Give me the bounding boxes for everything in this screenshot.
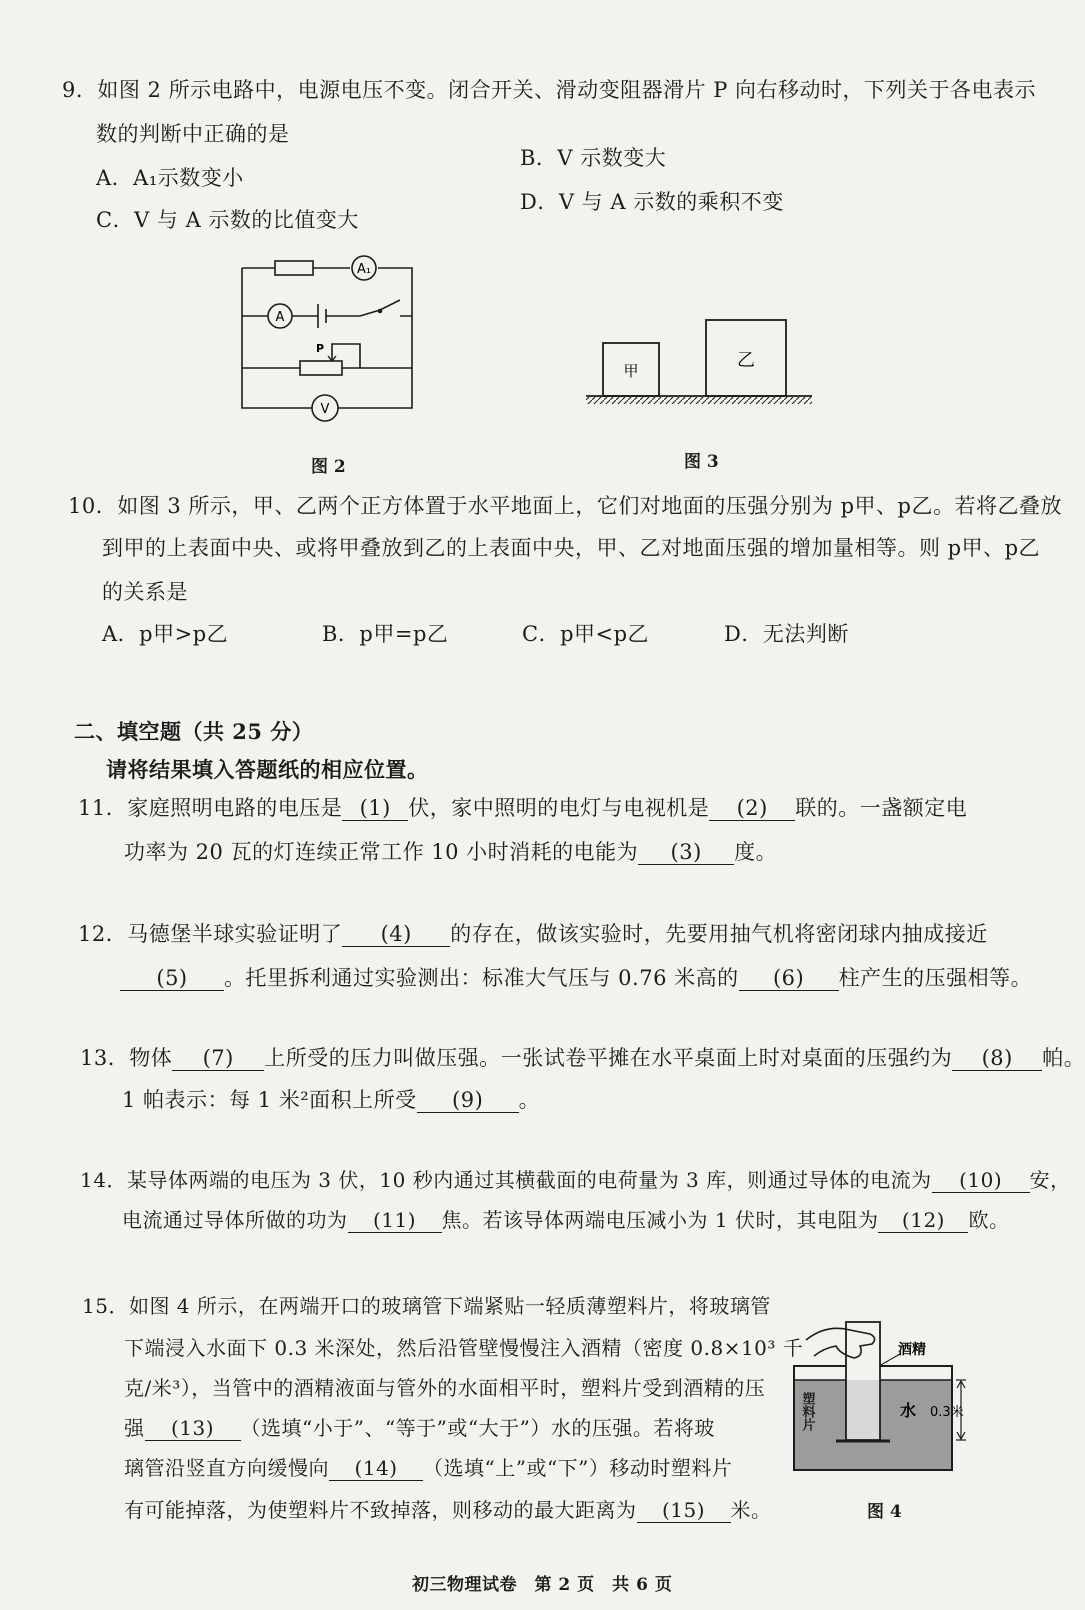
blank-11: (11) xyxy=(348,1208,442,1233)
ammeter-a-label: A xyxy=(275,310,285,325)
alcohol-label: 酒精 xyxy=(898,1342,926,1358)
section-2-instruction: 请将结果填入答题纸的相应位置。 xyxy=(106,757,429,782)
page-footer: 初三物理试卷 第 2 页 共 6 页 xyxy=(412,1575,673,1595)
q12-line1: 12．马德堡半球实验证明了 (4) 的存在，做该实验时，先要用抽气机将密闭球内抽成接近 xyxy=(78,922,988,946)
ammeter-a1-label: A₁ xyxy=(356,262,372,277)
figure-4-caption: 图 4 xyxy=(867,1502,902,1522)
q15-line1: 15．如图 4 所示，在两端开口的玻璃管下端紧贴一轻质薄塑料片，将玻璃管 xyxy=(82,1294,771,1318)
q11-line1: 11．家庭照明电路的电压是 (1) 伏，家中照明的电灯与电视机是 (2) 联的。一盏额定电 xyxy=(78,796,968,820)
q10-stem-line2: 到甲的上表面中央、或将甲叠放到乙的上表面中央，甲、乙对地面压强的增加量相等。则 p甲、p乙 xyxy=(102,536,1041,560)
q10-option-d: D．无法判断 xyxy=(724,622,849,646)
water-label: 水 xyxy=(900,1401,917,1420)
q13-line2: 1 帕表示：每 1 米²面积上所受 (9) 。 xyxy=(122,1088,541,1112)
blank-15: (15) xyxy=(637,1498,731,1523)
q10-option-c: C．p甲<p乙 xyxy=(522,622,650,646)
blank-12: (12) xyxy=(878,1208,968,1233)
figure-3-blocks-diagram xyxy=(580,310,820,415)
q15-line6: 有可能掉落，为使塑料片不致掉落，则移动的最大距离为 (15) 米。 xyxy=(124,1498,772,1522)
q14-line2: 电流通过导体所做的功为 (11) 焦。若该导体两端电压减小为 1 伏时，其电阻为 (12) 欧。 xyxy=(122,1208,1010,1232)
voltmeter-label: V xyxy=(320,402,330,417)
blank-2: (2) xyxy=(709,796,795,821)
blank-5: (5) xyxy=(120,966,224,991)
plastic-label: 塑料片 xyxy=(799,1392,815,1431)
rheostat-icon xyxy=(300,361,342,375)
q10-stem-line1: 10．如图 3 所示，甲、乙两个正方体置于水平地面上，它们对地面的压强分别为 p甲、p乙。若将乙叠放 xyxy=(68,494,1062,518)
q15-line4: 强 (13) （选填“小于”、“等于”或“大于”）水的压强。若将玻 xyxy=(124,1416,715,1440)
figure-2-circuit-diagram xyxy=(230,250,430,420)
blank-13: (13) xyxy=(145,1416,241,1441)
blank-1: (1) xyxy=(342,796,408,821)
blank-9: (9) xyxy=(417,1088,519,1113)
q9-option-b: B．V 示数变大 xyxy=(520,146,667,170)
blank-8: (8) xyxy=(952,1046,1042,1071)
q9-option-c: C．V 与 A 示数的比值变大 xyxy=(96,208,359,232)
blank-10: (10) xyxy=(932,1168,1030,1193)
q10-stem-line3: 的关系是 xyxy=(102,580,188,604)
blank-14: (14) xyxy=(329,1456,423,1481)
q15-line3: 克/米³），当管中的酒精液面与管外的水面相平时，塑料片受到酒精的压 xyxy=(124,1376,766,1400)
figure-2-caption: 图 2 xyxy=(311,457,346,477)
q13-line1: 13．物体 (7) 上所受的压力叫做压强。一张试卷平摊在水平桌面上时对桌面的压强约为 (8) 帕。 xyxy=(80,1046,1085,1070)
cube-yi-label: 乙 xyxy=(737,350,755,371)
section-2-title: 二、填空题（共 25 分） xyxy=(74,719,314,744)
blank-7: (7) xyxy=(172,1046,264,1071)
figure-3-caption: 图 3 xyxy=(684,452,719,472)
blank-4: (4) xyxy=(342,922,450,947)
blank-6: (6) xyxy=(739,966,839,991)
figure-4-tube-diagram xyxy=(780,1300,990,1490)
q11-line2: 功率为 20 瓦的灯连续正常工作 10 小时消耗的电能为 (3) 度。 xyxy=(124,840,778,864)
q15-line2: 下端浸入水面下 0.3 米深处，然后沿管壁慢慢注入酒精（密度 0.8×10³ 千 xyxy=(124,1336,804,1360)
q9-stem-line2: 数的判断中正确的是 xyxy=(96,122,290,146)
cube-jia-label: 甲 xyxy=(623,362,639,380)
q10-option-b: B．p甲=p乙 xyxy=(322,622,449,646)
blank-3: (3) xyxy=(638,840,734,865)
fixed-resistor-icon xyxy=(275,261,313,275)
q9-stem-line1: 9．如图 2 所示电路中，电源电压不变。闭合开关、滑动变阻器滑片 P 向右移动时，下列关于各电表示 xyxy=(62,78,1037,102)
slider-p-label: P xyxy=(316,342,325,355)
q12-line2: (5) 。托里拆利通过实验测出：标准大气压与 0.76 米高的 (6) 柱产生的压强相等。 xyxy=(120,962,1032,992)
depth-label: 0.3米 xyxy=(930,1405,964,1420)
switch-icon xyxy=(360,310,380,316)
q15-line5: 璃管沿竖直方向缓慢向 (14) （选填“上”或“下”）移动时塑料片 xyxy=(124,1456,733,1480)
q9-option-a: A．A₁示数变小 xyxy=(96,166,244,190)
q14-line1: 14．某导体两端的电压为 3 伏，10 秒内通过其横截面的电荷量为 3 库，则通过导体的电流为 (10) 安， xyxy=(80,1168,1071,1192)
alcohol-fill xyxy=(847,1380,879,1439)
q10-option-a: A．p甲>p乙 xyxy=(102,622,229,646)
q9-option-d: D．V 与 A 示数的乘积不变 xyxy=(520,190,784,214)
